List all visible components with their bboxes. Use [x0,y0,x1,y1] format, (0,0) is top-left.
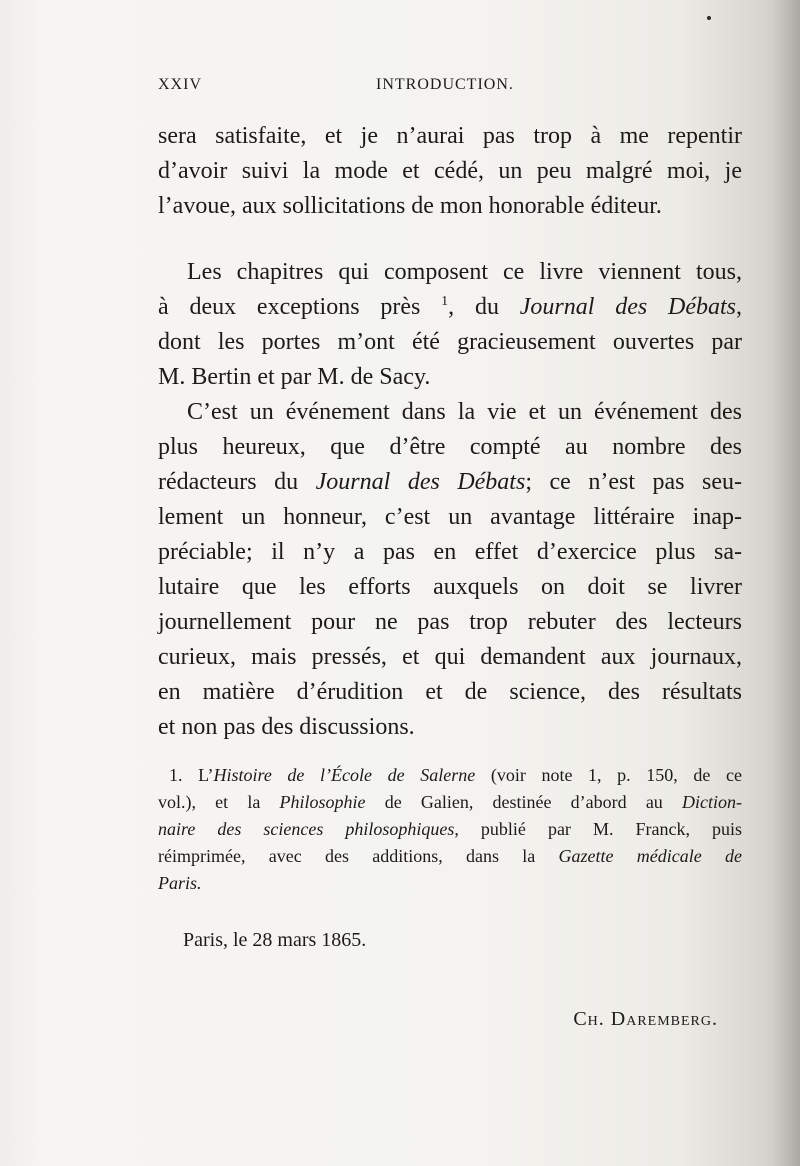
text-line: et non pas des discussions. [158,714,415,740]
text-line: M. Bertin et par M. de Sacy. [158,364,431,390]
journal-title: Journal des Débats [519,294,736,320]
author-signature: Ch. Daremberg. [573,1008,718,1030]
page-edge-shadow [772,0,800,1166]
footnote-line: réimprimée, avec des additions, dans la Gazette médicale de [158,846,742,866]
footnote-line: naire des sciences philosophiques, publié par M. Franck, puis [158,819,743,839]
text-line: rédacteurs du Journal des Débats; ce n’est pas seu- [158,469,742,495]
footnote-ref: 1 [441,294,449,309]
footnote-line: Paris. [158,873,202,893]
running-title: INTRODUCTION. [376,76,514,93]
text-line: lutaire que les efforts auxquels on doit se livrer [158,574,742,600]
ink-speck [707,16,711,20]
text-line: dont les portes m’ont été gracieusement ouvertes par [158,329,742,355]
text-line: préciable; il n’y a pas en effet d’exercice plus sa- [158,539,742,565]
text-line: Les chapitres qui composent ce livre viennent tous, [187,259,742,285]
text-line: C’est un événement dans la vie et un événement des [187,399,742,425]
footnote-line: vol.), et la Philosophie de Galien, destinée d’abord au Diction- [158,792,742,812]
journal-title: Journal des Débats [315,469,526,495]
text-line: plus heureux, que d’être compté au nombre des [158,434,742,460]
text-line: l’avoue, aux sollicitations de mon honorable éditeur. [158,193,662,219]
text-line: lement un honneur, c’est un avantage littéraire inap- [158,504,742,530]
footnote-line: 1. L’Histoire de l’École de Salerne (voir note 1, p. 150, de ce [169,765,743,785]
paragraph-3 [158,395,742,745]
paragraph-1 [158,119,742,224]
footnote [158,762,742,897]
text-line: sera satisfaite, et je n’aurai pas trop à me repentir [158,123,742,149]
running-head [158,76,742,100]
date-line: Paris, le 28 mars 1865. [183,929,367,951]
page-number: XXIV [158,76,202,93]
text-line: journellement pour ne pas trop rebuter des lecteurs [158,609,742,635]
text-line: à deux exceptions près $^1$, du Journal des Débats, [158,294,742,320]
text-line: curieux, mais pressés, et qui demandent aux journaux, [158,644,742,670]
text-line: en matière d’érudition et de science, des résultats [158,679,742,705]
text-line: d’avoir suivi la mode et cédé, un peu malgré moi, je [158,158,742,184]
paragraph-2 [158,255,742,395]
